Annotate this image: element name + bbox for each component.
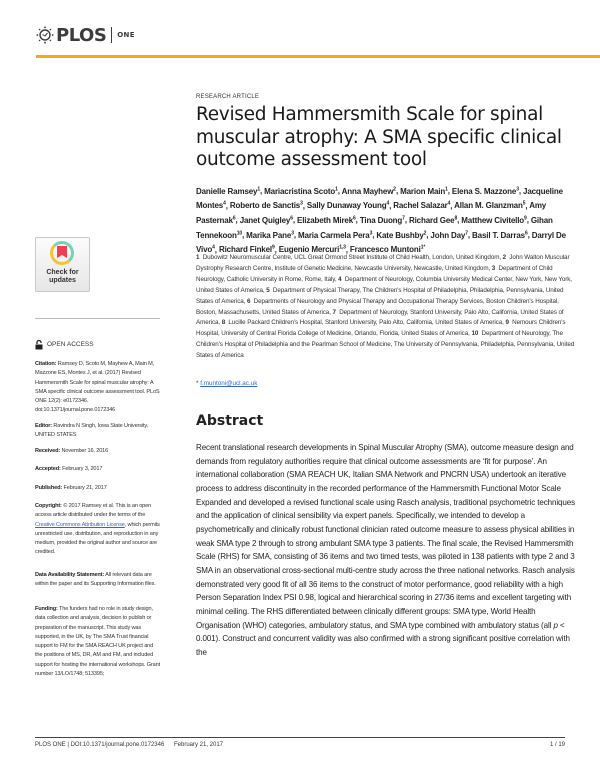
author-name: Elizabeth Mirek$^6$: [297, 215, 356, 225]
corresponding-marker: *: [196, 380, 199, 387]
author-name: Danielle Ramsey$^1$: [196, 186, 260, 196]
article-type: RESEARCH ARTICLE: [196, 94, 260, 100]
affiliation-item: 4 Department of Neurology, Columbia University Medical Center, New York, New York, United States of America,: [196, 275, 572, 294]
author-name: Allan M. Glanzman$^5$: [454, 200, 526, 211]
editor-block: Editor: Ravindra N Singh, Iowa State University, UNITED STATES: [35, 423, 149, 439]
abstract-heading: Abstract: [196, 413, 264, 429]
sidebar-divider: [35, 318, 160, 319]
open-access-badge: [35, 340, 94, 349]
accepted-date: Accepted: February 3, 2017: [35, 466, 103, 472]
author-name: Jacqueline Montes$^4$: [196, 186, 563, 211]
author-name: Francesco Muntoni$^{1*}$: [349, 244, 426, 255]
affiliations: [196, 253, 576, 362]
author-name: Richard Finkel$^9$: [218, 244, 275, 255]
affiliation-item: 5 Department of Physical Therapy, The Children's Hospital of Philadelphia, Philadelphia, Pennsylvania, United States of America,: [196, 286, 564, 305]
check-for-updates-label: Check for updates: [46, 269, 79, 284]
footer-citation: [35, 742, 223, 748]
affiliation-item: 8 Lucille Packard Children's Hospital, Stanford University, Palo Alto, California, United States of America,: [221, 319, 506, 327]
received-date: Received: November 16, 2016: [35, 448, 109, 454]
footer-rule: [35, 737, 565, 738]
cc-license-link[interactable]: Creative Commons Attribution License: [35, 521, 125, 528]
affiliation-item: 3 Department of Child Neurology, Catholic University in Rome, Rome, Italy,: [196, 264, 553, 283]
author-name: Kate Bushby$^2$: [376, 229, 427, 240]
author-name: Amy Pasternak$^6$: [196, 201, 547, 225]
author-name: Darryl De Vivo$^4$: [196, 230, 566, 255]
author-name: Tina Duong$^7$: [359, 215, 405, 225]
logo-divider: [111, 27, 112, 43]
author-name: Roberto de Sanctis$^3$: [229, 200, 303, 211]
author-name: Richard Gee$^8$: [408, 215, 458, 225]
author-name: Sally Dunaway Young$^4$: [306, 200, 390, 211]
plos-one-logo: [36, 24, 135, 46]
funding-block: Funding: The funders had no role in study design, data collection and analysis, decision to publish or preparation of the manuscript. This study was supported, in the UK, by The SMA Trust financial support to FM for the SMA REACH UK project and the positions of MS, DR, AM and FM, and included support for hosting the international workshops. Grant number 13/LO/1748; 513395;: [35, 606, 160, 678]
footer-journal-doi: PLOS ONE | DOI:10.1371/journal.pone.0172346: [35, 742, 165, 748]
page-number: 1 / 19: [549, 742, 565, 748]
affiliation-item: 7 Department of Neurology, Stanford University, Palo Alto, California, United States of America,: [196, 308, 564, 327]
affiliation-item: 6 Departments of Neurology and Physical Therapy and Occupational Therapy Services, Boston Children's Hospital, Boston, Massachusetts, United States of America,: [196, 297, 559, 316]
author-name: Anna Mayhew$^2$: [341, 186, 396, 196]
abstract-text: Recent translational research developments in Spinal Muscular Atrophy (SMA), outcome measure design and demands from regulatory authorities require that clinical outcome assessments are ‘fit for purpose’. An international collaboration (SMA REACH UK, Italian SMA Network and PNCRN USA) undertook an iterative process to address discontinuity in the recorded performance of the Hammersmith Functional Motor Scale Expanded and developed a revised functional scale using Rasch analysis, traditional psychometric techniques and the application of clinical sensibility via expert panels. Specifically, we intended to develop a psychometrically and clinically robust functional clinician rated outcome measure to assess physical abilities in weak SMA type 2 through to strong ambulant SMA type 3 patients. The final scale, the Revised Hammersmith Scale (RHS) for SMA, consisting of 36 items and two timed tests, was piloted in 138 patients with type 2 and 3 SMA in an observational cross-sectional multi-centre study across the three national networks. Rasch analysis demonstrated very good fit of all 36 items to the construct of motor performance, good reliability with a high Person Separation Index PSI 0.98, logical and hierarchical scoring in 27/36 items and excellent targeting with minimal ceiling. The RHS differentiated between clinically different groups: SMA type, World Health Organisation (WHO) categories, ambulatory status, and SMA type combined with ambulatory status (all p < 0.001). Construct and concurrent validity was also confirmed with a strong significant positive correlation with the: [196, 443, 576, 657]
data-availability-block: Data Availability Statement: All relevant data are within the paper and its Supporting Information files.: [35, 572, 156, 588]
footer-date: February 21, 2017: [173, 742, 224, 748]
author-name: Janet Quigley$^6$: [239, 215, 293, 225]
check-for-updates-button[interactable]: [35, 237, 90, 292]
header-accent-rule: [36, 55, 600, 58]
author-name: Maria Carmela Pera$^3$: [298, 229, 373, 240]
copyright-block: Copyright: © 2017 Ramsey et al. This is an open access article distributed under the terms of the Creative Commons Attribution License, which permits unrestricted use, distribution, and reproduction in any medium, provided the original author and source are credited.: [35, 503, 160, 556]
affiliation-item: 1 Dubowitz Neuromuscular Centre, UCL Great Ormond Street Institute of Child Health, London, United Kingdom,: [196, 254, 503, 261]
published-date: Published: February 21, 2017: [35, 485, 107, 491]
citation-block: Citation: Ramsey D, Scoto M, Mayhew A, Main M, Mazzone ES, Montes J, et al. (2017) Revised Hammersmith Scale for spinal muscular atrophy: A SMA specific clinical outcome assessment tool. PLoS ONE 12(2): e0172346. doi:10.1371/journal.pone.0172346: [35, 361, 160, 414]
affiliation-item: 9 Nemours Children's Hospital, University of Central Florida College of Medicine, Orlando, Florida, United States of America,: [196, 319, 566, 338]
corresponding-email-link[interactable]: f.muntoni@ucl.ac.uk: [200, 380, 258, 387]
logo-plos-text: PLOS: [56, 24, 107, 46]
author-name: Marika Pane$^3$: [246, 229, 294, 240]
author-name: Elena S. Mazzone$^3$: [451, 186, 519, 196]
article-title: Revised Hammersmith Scale for spinal muscular atrophy: A SMA specific clinical outcome assessment tool: [196, 104, 562, 170]
author-name: Eugenio Mercuri$^{1,3}$: [278, 244, 346, 255]
author-name: Mariacristina Scoto$^1$: [264, 186, 338, 196]
author-name: Matthew Civitello$^9$: [461, 215, 527, 225]
plos-sun-icon: [36, 26, 54, 44]
author-name: Basil T. Darras$^6$: [472, 229, 528, 240]
author-name: John Day$^7$: [430, 229, 468, 240]
corresponding-author: [196, 380, 257, 387]
open-access-label: OPEN ACCESS: [47, 341, 94, 348]
affiliation-item: 10 Department of Neurology, The Children's Hospital of Philadelphia and the Pearlman School of Medicine, The University of Pennsylvania, Philadelphia, Pennsylvania, United States of America: [196, 330, 575, 360]
open-lock-icon: [35, 340, 43, 349]
author-list: Danielle Ramsey$^1$, Mariacristina Scoto$^1$, Anna Mayhew$^2$, Marion Main$^1$, Elena S. Mazzone$^3$, Jacqueline Montes$^4$, Roberto de Sanctis$^3$, Sally Dunaway Young$^4$, Rachel Salazar$^4$, Allan M. Glanzman$^5$, Amy Pasternak$^6$, Janet Quigley$^6$, Elizabeth Mirek$^6$, Tina Duong$^7$, Richard Gee$^8$, Matthew Civitello$^9$, Gihan Tennekoon$^{10}$, Marika Pane$^3$, Maria Carmela Pera$^3$, Kate Bushby$^2$, John Day$^7$, Basil T. Darras$^6$, Darryl De Vivo$^4$, Richard Finkel$^9$, Eugenio Mercuri$^{1,3}$, Francesco Muntoni$^{1*}$: [196, 186, 566, 255]
affiliation-item: 2 John Walton Muscular Dystrophy Research Centre, Institute of Genetic Medicine, Newcastle University, Newcastle, United Kingdom,: [196, 254, 570, 272]
logo-one-text: ONE: [117, 31, 135, 39]
author-name: Gihan Tennekoon$^{10}$: [196, 215, 553, 240]
author-name: Rachel Salazar$^4$: [393, 200, 451, 211]
author-name: Marion Main$^1$: [400, 186, 448, 196]
